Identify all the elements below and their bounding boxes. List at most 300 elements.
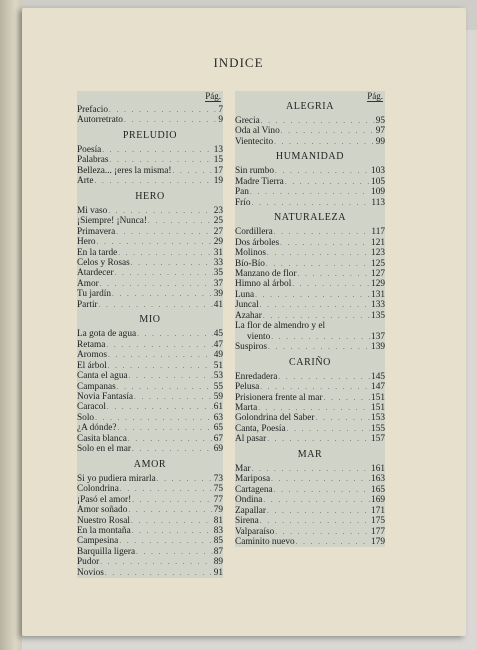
leader-dots (116, 227, 212, 237)
entry-title: Celos y Rosas (77, 257, 130, 268)
leader-dots (267, 248, 370, 258)
index-entry (77, 258, 223, 268)
entry-title: Juncal (235, 300, 259, 311)
index-entry (235, 495, 385, 505)
entry-page: 133 (371, 300, 385, 311)
entry-page: 169 (371, 495, 385, 506)
entry-title: Partir (77, 299, 98, 310)
entry-page: 9 (218, 115, 223, 126)
leader-dots (108, 206, 212, 216)
index-entry (77, 423, 223, 433)
index-entry (77, 350, 223, 360)
entry-title: Colondrina (77, 484, 119, 495)
entry-page: 75 (213, 484, 223, 495)
index-entry (235, 342, 385, 352)
entry-page: 131 (371, 289, 385, 300)
page-column-header (235, 91, 385, 101)
entry-page: 25 (213, 216, 223, 227)
leader-dots (134, 392, 213, 402)
entry-page: 73 (213, 473, 223, 484)
index-entry (235, 506, 385, 516)
entry-page: 87 (213, 546, 223, 557)
entry-page: 137 (371, 331, 385, 342)
entry-title: Si yo pudiera mirarla (77, 473, 156, 484)
index-entry (235, 227, 385, 237)
entry-page: 179 (371, 536, 385, 547)
entry-page: 145 (371, 371, 385, 382)
entry-title: Belleza... ¡eres la misma! (77, 165, 172, 176)
entry-page: 31 (213, 247, 223, 258)
index-entry (235, 300, 385, 310)
entry-title: Palabras (77, 155, 109, 166)
index-column-left (77, 91, 223, 578)
leader-dots (275, 527, 370, 537)
leader-dots (274, 137, 375, 147)
entry-page: 33 (213, 257, 223, 268)
index-entry (235, 382, 385, 392)
leader-dots (105, 568, 213, 578)
entry-page: 53 (213, 371, 223, 382)
index-entry (77, 495, 223, 505)
entry-page: 151 (371, 402, 385, 413)
leader-dots (100, 557, 212, 567)
index-entry (77, 526, 223, 536)
entry-page: 27 (213, 226, 223, 237)
entry-page: 147 (371, 382, 385, 393)
leader-dots (118, 423, 213, 433)
index-entry (77, 568, 223, 578)
leader-dots (108, 361, 213, 371)
entry-page: 37 (213, 278, 223, 289)
entry-title: Enredadera (235, 371, 278, 382)
entry-page: 41 (213, 299, 223, 310)
index-entry (77, 413, 223, 423)
entry-title: Cordillera (235, 227, 273, 238)
section-heading: MIO (139, 314, 161, 326)
index-entry (77, 115, 223, 125)
entry-page: 55 (213, 381, 223, 392)
leader-dots (120, 484, 213, 494)
leader-dots (250, 187, 370, 197)
leader-dots (267, 434, 370, 444)
leader-dots (271, 474, 370, 484)
entry-page: 175 (371, 516, 385, 527)
entry-page: 155 (371, 423, 385, 434)
entry-page: 47 (213, 339, 223, 350)
entry-title: Atardecer (77, 268, 114, 279)
leader-dots (115, 268, 213, 278)
entry-title: Poesía (77, 144, 102, 155)
index-entry (235, 311, 385, 321)
index-entry (235, 464, 385, 474)
entry-title: Molinos (235, 248, 266, 259)
leader-dots (292, 279, 370, 289)
leader-dots (258, 403, 370, 413)
entry-title: ¡Siempre! ¡Nunca! (77, 216, 147, 227)
leader-dots (274, 227, 371, 237)
entry-page: 89 (213, 557, 223, 568)
entry-title: Tu jardín (77, 289, 112, 300)
index-entry (77, 402, 223, 412)
leader-dots (266, 259, 370, 269)
entry-title: Marta (235, 402, 258, 413)
entry-title: Himno al árbol (235, 279, 292, 290)
leader-dots (260, 382, 370, 392)
leader-dots (281, 126, 375, 136)
leader-dots (268, 342, 370, 352)
index-entry (77, 392, 223, 402)
entry-title: Madre Tierra (235, 176, 284, 187)
entry-title: Azahar (235, 310, 262, 321)
index-entry (77, 434, 223, 444)
index-entry (235, 393, 385, 403)
leader-dots (274, 485, 370, 495)
entry-title: La flor de almendro y el (235, 321, 326, 332)
entry-page: 85 (213, 536, 223, 547)
index-entry (77, 166, 223, 176)
entry-page: 19 (213, 176, 223, 187)
entry-title: Amor (77, 278, 99, 289)
index-entry (77, 547, 223, 557)
entry-page: 63 (213, 412, 223, 423)
entry-title: Caracol (77, 402, 106, 413)
entry-title: Vientecito (235, 136, 274, 147)
entry-page: 29 (213, 237, 223, 248)
leader-dots (267, 506, 370, 516)
entry-page: 117 (371, 227, 385, 238)
index-entry (77, 105, 223, 115)
entry-title: Sirena (235, 516, 259, 527)
leader-dots (296, 537, 370, 547)
entry-title: Solo en el mar (77, 444, 131, 455)
section-heading: CARIÑO (289, 356, 331, 368)
leader-dots (106, 340, 212, 350)
index-entry (235, 248, 385, 258)
entry-title: Prisionera frente al mar (235, 392, 323, 403)
leader-dots (108, 350, 213, 360)
entry-title: Hero (77, 237, 96, 248)
entry-title: Manzano de flor (235, 268, 297, 279)
leader-dots (95, 176, 213, 186)
entry-page: 127 (371, 268, 385, 279)
entry-title: Canta el agua (77, 371, 128, 382)
entry-title: Caminito nuevo (235, 536, 295, 547)
leader-dots (252, 198, 371, 208)
leader-dots (285, 177, 370, 187)
page-column-header (77, 91, 223, 101)
entry-title: Cartagena (235, 484, 273, 495)
entry-page: 103 (371, 166, 385, 177)
entry-title: Campesina (77, 536, 119, 547)
index-entry (235, 321, 385, 331)
entry-page: 95 (375, 116, 385, 126)
leader-dots (99, 300, 213, 310)
entry-title: Aromos (77, 350, 107, 361)
entry-title: Grecia (235, 116, 260, 126)
index-entry (235, 238, 385, 248)
entry-page: 51 (213, 360, 223, 371)
entry-page: 165 (371, 484, 385, 495)
leader-dots (271, 332, 370, 342)
entry-page: 153 (371, 413, 385, 424)
section-heading: PRELUDIO (122, 129, 178, 141)
index-entry (77, 300, 223, 310)
index-entry (77, 371, 223, 381)
entry-title: Suspiros (235, 342, 268, 353)
leader-dots (119, 536, 212, 546)
leader-dots (316, 413, 371, 423)
leader-dots (261, 116, 375, 126)
entry-page: 39 (213, 289, 223, 300)
leader-dots (95, 413, 213, 423)
entry-page: 7 (218, 105, 223, 115)
entry-title: Pan (235, 187, 249, 198)
leader-dots (255, 290, 370, 300)
leader-dots (132, 526, 213, 536)
leader-dots (129, 371, 213, 381)
entry-title: Novia Fantasía (77, 391, 134, 402)
index-entry (77, 505, 223, 515)
entry-page: 129 (371, 279, 385, 290)
index-entry (235, 434, 385, 444)
leader-dots (287, 424, 370, 434)
entry-page: 49 (213, 350, 223, 361)
entry-page: 135 (371, 310, 385, 321)
index-entry (77, 216, 223, 226)
entry-page: 45 (213, 329, 223, 340)
index-entry (77, 340, 223, 350)
entry-title: Pudor (77, 557, 100, 568)
index-entry (77, 361, 223, 371)
index-entry (77, 329, 223, 339)
entry-title: Valparaíso (235, 526, 275, 537)
index-entry (77, 248, 223, 258)
page-title: INDICE (213, 55, 264, 70)
leader-dots (124, 115, 217, 125)
entry-page: 91 (213, 567, 223, 578)
entry-title: En la montaña (77, 525, 131, 536)
index-column-right (235, 91, 385, 547)
entry-page: 123 (371, 248, 385, 259)
entry-page: 15 (213, 155, 223, 166)
index-entry (77, 516, 223, 526)
entry-title: Golondrina del Saber (235, 413, 315, 424)
leader-dots (324, 393, 371, 403)
index-entry (235, 290, 385, 300)
index-entry (77, 145, 223, 155)
index-entry (235, 126, 385, 136)
index-entry (77, 237, 223, 247)
entry-title: Mar (235, 463, 251, 474)
index-entry (77, 382, 223, 392)
entry-page: 97 (375, 126, 385, 137)
entry-title: La gota de agua (77, 329, 137, 340)
entry-page: 139 (371, 342, 385, 353)
entry-title: Bío-Bío (235, 258, 265, 269)
entry-title: El árbol (77, 360, 107, 371)
entry-title: Casita blanca (77, 433, 127, 444)
leader-dots (131, 516, 213, 526)
leader-dots (132, 495, 212, 505)
index-entry (235, 166, 385, 176)
book-spine-edge (0, 0, 22, 650)
index-entry (77, 176, 223, 186)
index-entry (235, 413, 385, 423)
index-entry (235, 527, 385, 537)
leader-dots (100, 279, 213, 289)
leader-dots (263, 495, 370, 505)
leader-dots (97, 237, 213, 247)
entry-page: 157 (371, 434, 385, 445)
index-entry (235, 269, 385, 279)
leader-dots (128, 505, 212, 515)
entry-title: Retama (77, 339, 106, 350)
entry-page: 35 (213, 268, 223, 279)
entry-page: 81 (213, 515, 223, 526)
section-heading: AMOR (133, 458, 167, 470)
section-heading: ALEGRIA (285, 101, 335, 112)
entry-page: 99 (375, 136, 385, 147)
leader-dots (278, 372, 370, 382)
entry-title: ¿A dónde? (77, 423, 117, 434)
entry-title: Novios (77, 567, 104, 578)
index-entry (235, 279, 385, 289)
entry-page: 161 (371, 463, 385, 474)
section-heading: MAR (297, 448, 323, 460)
entry-title: Primavera (77, 226, 116, 237)
entry-page: 177 (371, 526, 385, 537)
entry-title: Dos árboles (235, 237, 280, 248)
leader-dots (280, 238, 370, 248)
leader-dots (260, 516, 370, 526)
entry-page: 83 (213, 525, 223, 536)
index-entry (77, 268, 223, 278)
index-entry (235, 116, 385, 126)
leader-dots (109, 105, 217, 115)
entry-title-continued: viento (247, 331, 271, 342)
section-heading: HUMANIDAD (275, 151, 345, 163)
entry-title: Pelusa (235, 382, 260, 393)
leader-dots (132, 444, 213, 454)
leader-dots (252, 464, 371, 474)
index-entry (235, 474, 385, 484)
entry-page: 79 (213, 505, 223, 516)
entry-title: Barquilla ligera (77, 546, 136, 557)
entry-title: Prefacio (77, 105, 108, 115)
entry-page: 69 (213, 444, 223, 455)
index-entry (235, 516, 385, 526)
index-entry (235, 259, 385, 269)
entry-page: 151 (371, 392, 385, 403)
index-entry (235, 177, 385, 187)
entry-title: Zapallar (235, 505, 266, 516)
entry-page: 105 (371, 176, 385, 187)
index-entry (77, 474, 223, 484)
entry-page: 113 (371, 197, 385, 208)
entry-title: Sin rumbo (235, 166, 274, 177)
entry-title: Frío (235, 197, 251, 208)
index-entry (235, 372, 385, 382)
entry-page: 109 (371, 187, 385, 198)
entry-title: Arte (77, 176, 94, 187)
entry-title: Canta, Poesía (235, 423, 286, 434)
leader-dots (112, 289, 213, 299)
section-heading: NATURALEZA (273, 212, 347, 224)
index-entry (235, 187, 385, 197)
entry-title: Ondina (235, 495, 263, 506)
entry-title: Nuestro Rosal (77, 515, 130, 526)
entry-title: Campanas (77, 381, 116, 392)
index-entry (235, 403, 385, 413)
index-entry (235, 485, 385, 495)
section-heading: HERO (135, 190, 165, 202)
leader-dots (275, 166, 370, 176)
index-entry (235, 537, 385, 547)
entry-title: Mi vaso (77, 205, 108, 216)
entry-title: Luna (235, 289, 255, 300)
entry-page: 163 (371, 474, 385, 485)
index-entry (77, 227, 223, 237)
leader-dots (102, 145, 212, 155)
entry-title: Amor soñado (77, 505, 128, 516)
index-entry (77, 557, 223, 567)
leader-dots (260, 300, 370, 310)
index-entry (77, 289, 223, 299)
index-entry (77, 536, 223, 546)
leader-dots (117, 382, 213, 392)
entry-page: 67 (213, 433, 223, 444)
leader-dots (157, 474, 213, 484)
entry-title: En la tarde (77, 247, 118, 258)
index-entry (77, 155, 223, 165)
entry-page: 59 (213, 391, 223, 402)
entry-page: 65 (213, 423, 223, 434)
leader-dots (148, 216, 213, 226)
leader-dots (297, 269, 370, 279)
index-entry (77, 444, 223, 454)
entry-title: Al pasar (235, 434, 267, 445)
entry-title: Mariposa (235, 474, 271, 485)
leader-dots (107, 402, 213, 412)
entry-page: 125 (371, 258, 385, 269)
leader-dots (110, 155, 213, 165)
entry-title: ¡Pasó el amor! (77, 494, 132, 505)
index-entry (77, 206, 223, 216)
leader-dots (172, 166, 212, 176)
entry-page: 23 (213, 205, 223, 216)
entry-title: Oda al Vino (235, 126, 280, 137)
index-entry (235, 198, 385, 208)
leader-dots (118, 248, 212, 258)
leader-dots (263, 311, 370, 321)
entry-page: 121 (371, 237, 385, 248)
leader-dots (137, 329, 213, 339)
index-entry (235, 137, 385, 147)
index-entry (235, 424, 385, 434)
page-column-header-label: Pág. (367, 91, 383, 101)
leader-dots (136, 547, 213, 557)
entry-title: Autorretrato (77, 115, 123, 126)
index-entry (77, 279, 223, 289)
entry-page: 17 (213, 165, 223, 176)
entry-page: 77 (213, 494, 223, 505)
entry-title: Solo (77, 412, 95, 423)
leader-dots (128, 434, 213, 444)
entry-page: 61 (213, 402, 223, 413)
leader-dots (131, 258, 213, 268)
page-column-header-label: Pág. (205, 91, 221, 101)
entry-page: 13 (213, 144, 223, 155)
